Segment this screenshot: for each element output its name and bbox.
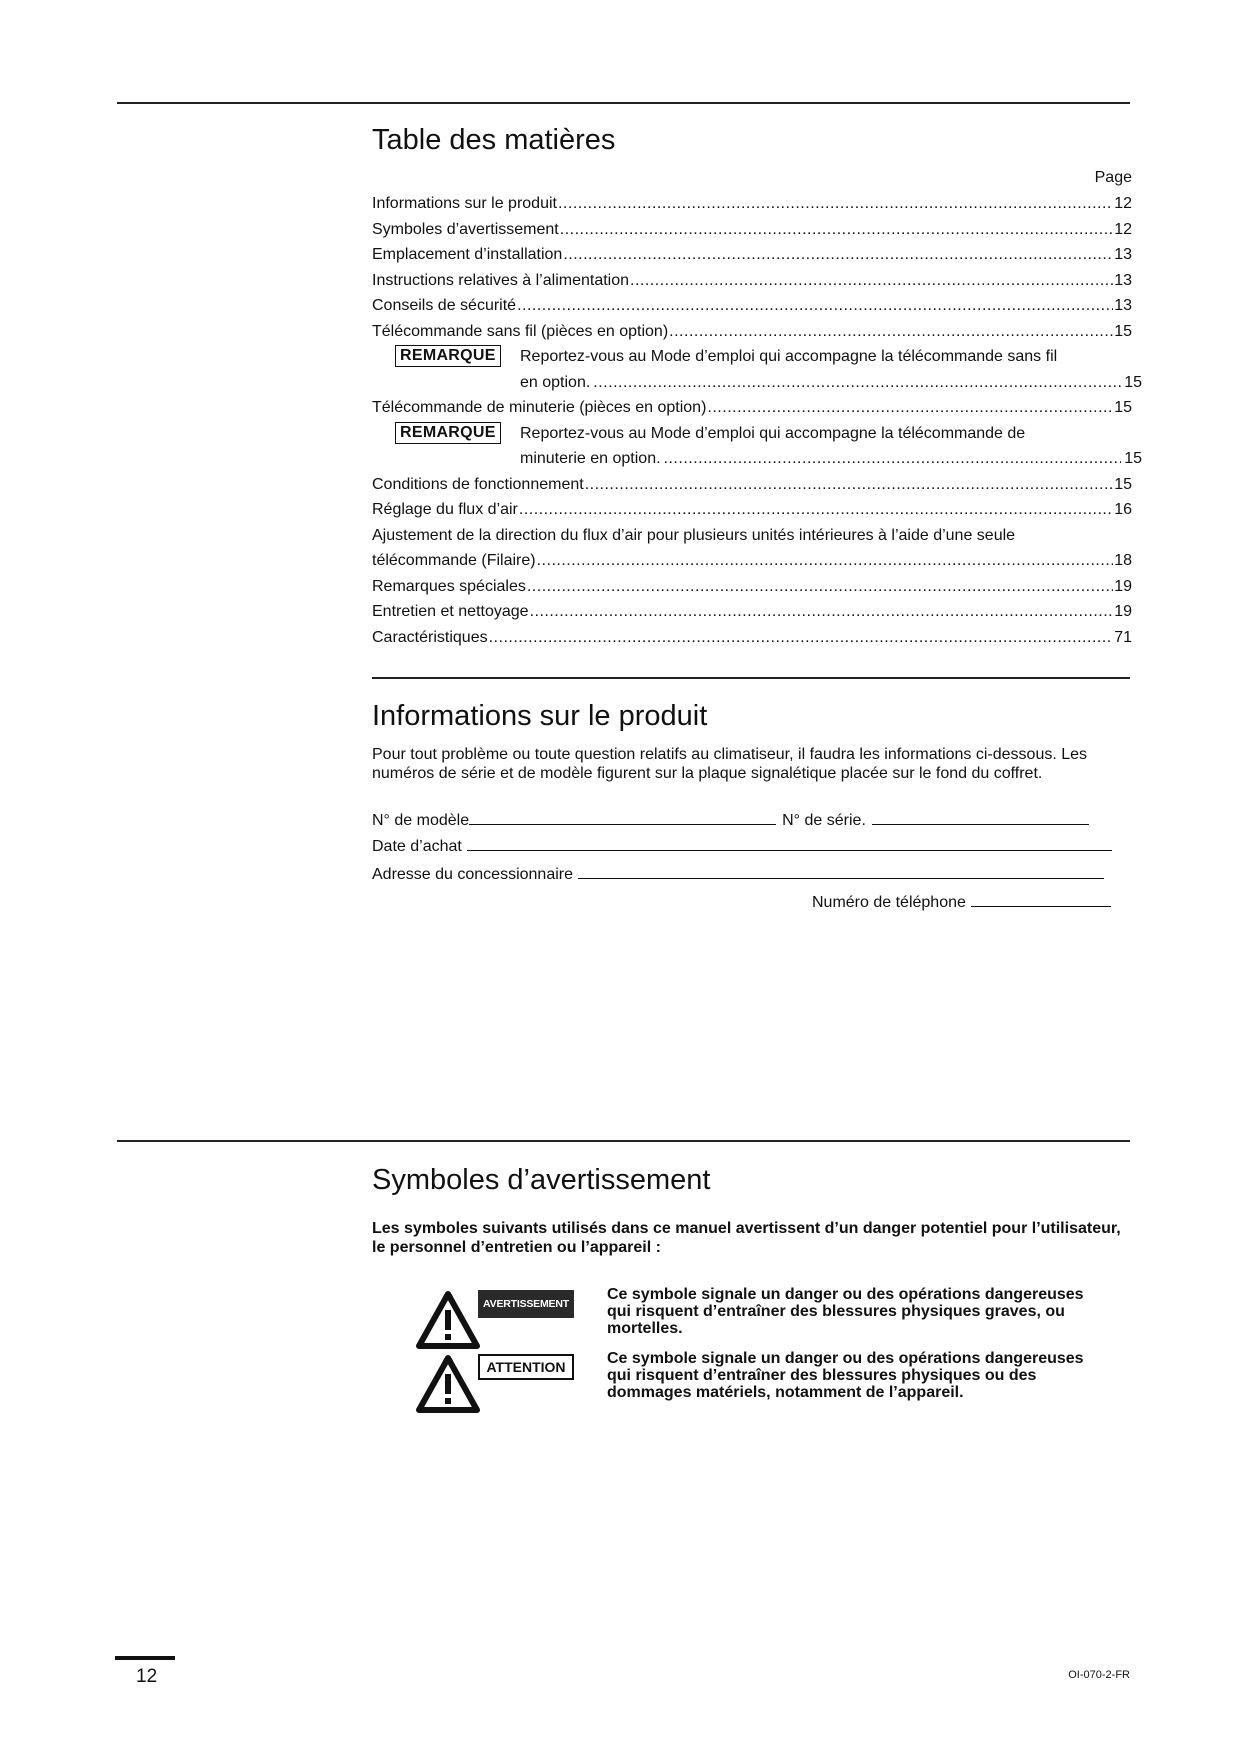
dealer-label: Adresse du concessionnaire — [372, 866, 574, 883]
toc-entry[interactable]: Informations sur le produit ..... 12 — [372, 191, 1132, 217]
toc-list — [372, 191, 1142, 650]
warning-description: Ce symbole signale un danger ou des opérations dangereuses qui risquent d’entraîner des blessures physiques graves, ou mortelles. — [607, 1286, 1084, 1337]
footer-bar — [115, 1656, 175, 1660]
dealer-field[interactable] — [578, 864, 1104, 879]
top-divider — [117, 102, 1130, 104]
toc-entry[interactable]: Télécommande de minuterie (pièces en option) ..... 15 — [372, 395, 1132, 421]
toc-entry[interactable]: Conseils de sécurité ..... 13 — [372, 293, 1132, 319]
model-serial-row — [372, 810, 1089, 830]
toc-entry[interactable]: Symboles d’avertissement ..... 12 — [372, 217, 1132, 243]
product-info-section — [372, 700, 1132, 911]
warnings-intro: Les symboles suivants utilisés dans ce manuel avertissent d’un danger potentiel pour l’utilisateur, le personnel d’entretien ou l’appareil : — [372, 1220, 1121, 1256]
warning-triangle-icon — [415, 1290, 481, 1350]
serial-label: N° de série. — [782, 812, 866, 829]
toc-entry[interactable]: Conditions de fonctionnement ..... 15 — [372, 472, 1132, 498]
dealer-row — [372, 864, 1104, 884]
date-field[interactable] — [467, 836, 1112, 851]
page-number: 12 — [136, 1666, 158, 1687]
warnings-section — [372, 1164, 1132, 1256]
model-field[interactable] — [469, 810, 776, 825]
serial-field[interactable] — [872, 810, 1089, 825]
toc-entry[interactable]: Entretien et nettoyage ..... 19 — [372, 599, 1132, 625]
phone-label: Numéro de téléphone — [812, 894, 966, 911]
toc-entry[interactable]: Réglage du flux d’air ..... 16 — [372, 497, 1132, 523]
toc-entry[interactable]: Emplacement d’installation ..... 13 — [372, 242, 1132, 268]
warnings-title: Symboles d’avertissement — [372, 1164, 711, 1196]
toc-section — [372, 124, 1142, 646]
toc-entry[interactable]: Remarques spéciales ..... 19 — [372, 574, 1132, 600]
toc-entry[interactable]: en option. ..... 15 — [520, 370, 1142, 396]
phone-field[interactable] — [971, 892, 1111, 907]
remarque-badge: REMARQUE — [395, 345, 501, 367]
section-divider — [372, 677, 1130, 679]
document-code: OI-070-2-FR — [1068, 1669, 1130, 1681]
note-text: Reportez-vous au Mode d’emploi qui accompagne la télécommande sans fil — [520, 348, 1058, 365]
note-text: Reportez-vous au Mode d’emploi qui accompagne la télécommande de — [520, 424, 1026, 442]
date-row — [372, 836, 1112, 856]
toc-entry-continued[interactable]: Ajustement de la direction du flux d’air pour plusieurs unités intérieures à l’aide d’une seule — [372, 526, 1016, 544]
toc-page-label: Page — [1094, 169, 1132, 186]
product-info-title: Informations sur le produit — [372, 700, 708, 732]
remarque-badge: REMARQUE — [395, 422, 501, 444]
toc-entry[interactable]: Télécommande sans fil (pièces en option) ..... 15 — [372, 319, 1132, 345]
toc-entry[interactable]: Instructions relatives à l’alimentation ..... 13 — [372, 268, 1132, 294]
caution-triangle-icon — [415, 1354, 481, 1414]
section-divider — [117, 1140, 1130, 1142]
phone-row — [812, 892, 1111, 912]
toc-note — [372, 344, 1142, 395]
caution-description: Ce symbole signale un danger ou des opérations dangereuses qui risquent d’entraîner des blessures physiques ou des dommages matériels, notamment de l’appareil. — [607, 1350, 1084, 1401]
attention-label: ATTENTION — [478, 1354, 574, 1380]
avertissement-label: AVERTISSEMENT — [478, 1290, 574, 1318]
model-label: N° de modèle — [372, 812, 470, 829]
toc-note — [372, 421, 1142, 472]
date-label: Date d’achat — [372, 838, 462, 855]
product-info-paragraph: Pour tout problème ou toute question relatifs au climatiseur, il faudra les informations ci-dessous. Les numéros de série et de modèle figurent sur la plaque signalétique placée sur le fond du coffret. — [372, 746, 1088, 782]
toc-title: Table des matières — [372, 124, 616, 156]
toc-entry[interactable]: Caractéristiques ..... 71 — [372, 625, 1132, 651]
toc-entry[interactable]: minuterie en option. ..... 15 — [520, 446, 1142, 472]
toc-entry[interactable]: télécommande (Filaire) ..... 18 — [372, 548, 1132, 574]
